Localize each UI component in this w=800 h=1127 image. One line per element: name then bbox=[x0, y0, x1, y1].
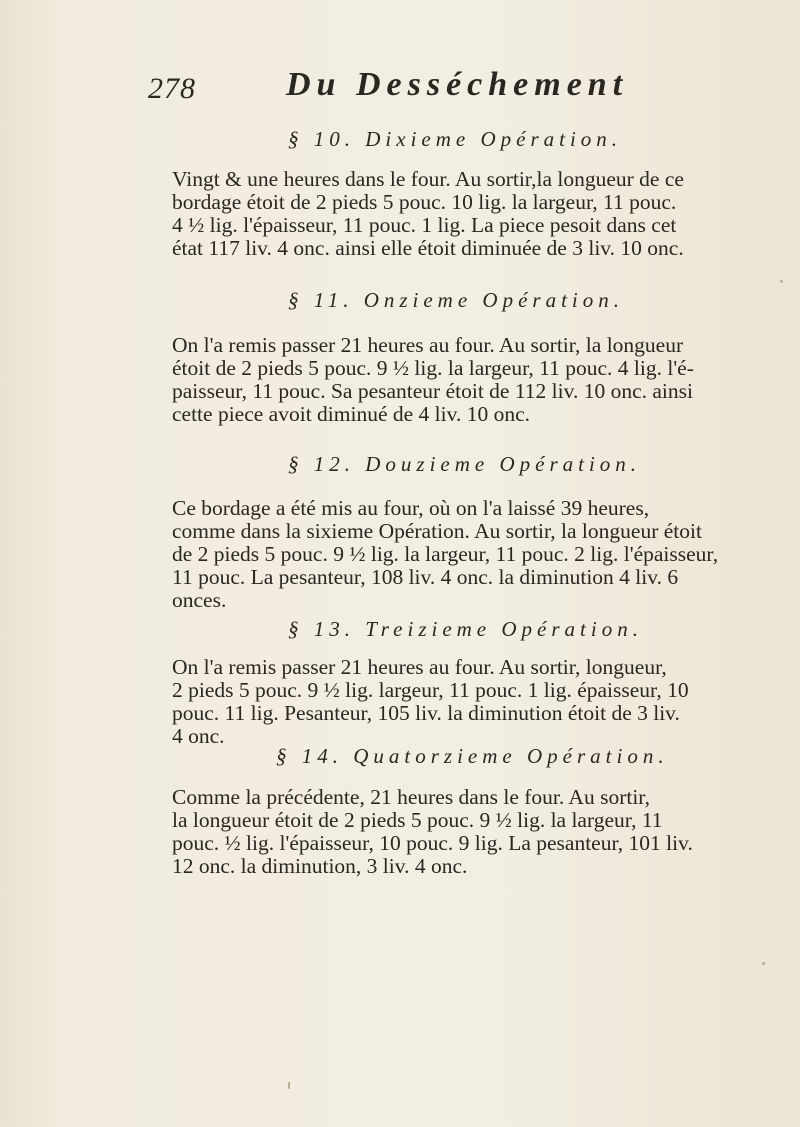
text-line: paisseur, 11 pouc. Sa pesanteur étoit de 112 liv. 10 onc. ainsi bbox=[172, 379, 693, 403]
text-line: Vingt & une heures dans le four. Au sortir,la longueur de ce bbox=[172, 167, 684, 191]
page-number: 278 bbox=[148, 72, 196, 105]
text-line: 12 onc. la diminution, 3 liv. 4 onc. bbox=[172, 854, 468, 878]
section-heading-10: § 10. Dixieme Opération. bbox=[288, 127, 623, 151]
text-line: de 2 pieds 5 pouc. 9 ½ lig. la largeur, 11 pouc. 2 lig. l'épaisseur, bbox=[172, 542, 719, 566]
scan-speck bbox=[780, 280, 783, 283]
text-line: 4 ½ lig. l'épaisseur, 11 pouc. 1 lig. La piece pesoit dans cet bbox=[172, 213, 677, 237]
text-line: onces. bbox=[172, 588, 227, 612]
text-line: Comme la précédente, 21 heures dans le four. Au sortir, bbox=[172, 785, 650, 809]
running-title: Du Desséchement bbox=[286, 66, 629, 103]
text-line: comme dans la sixieme Opération. Au sortir, la longueur étoit bbox=[172, 519, 702, 543]
section-heading-14: § 14. Quatorzieme Opération. bbox=[276, 744, 669, 768]
section-heading-11: § 11. Onzieme Opération. bbox=[288, 288, 624, 312]
scan-speck bbox=[762, 962, 765, 965]
text-line: pouc. 11 lig. Pesanteur, 105 liv. la diminution étoit de 3 liv. bbox=[172, 701, 680, 725]
text-line: Ce bordage a été mis au four, où on l'a laissé 39 heures, bbox=[172, 496, 650, 520]
paragraph-10 bbox=[172, 168, 782, 260]
text-line: 4 onc. bbox=[172, 724, 225, 748]
paragraph-12 bbox=[172, 497, 782, 612]
section-heading-12: § 12. Douzieme Opération. bbox=[288, 452, 642, 476]
running-head bbox=[148, 62, 668, 105]
text-line: bordage étoit de 2 pieds 5 pouc. 10 lig. la largeur, 11 pouc. bbox=[172, 190, 677, 214]
text-line: On l'a remis passer 21 heures au four. Au sortir, la longueur bbox=[172, 333, 684, 357]
text-line: On l'a remis passer 21 heures au four. Au sortir, longueur, bbox=[172, 655, 667, 679]
text-line: la longueur étoit de 2 pieds 5 pouc. 9 ½ lig. la largeur, 11 bbox=[172, 808, 663, 832]
text-line: étoit de 2 pieds 5 pouc. 9 ½ lig. la largeur, 11 pouc. 4 lig. l'é- bbox=[172, 356, 694, 380]
paragraph-11 bbox=[172, 334, 782, 426]
paragraph-14 bbox=[172, 786, 782, 878]
text-line: cette piece avoit diminué de 4 liv. 10 onc. bbox=[172, 402, 531, 426]
section-heading-13: § 13. Treizieme Opération. bbox=[288, 617, 643, 641]
paragraph-13 bbox=[172, 656, 782, 748]
text-line: état 117 liv. 4 onc. ainsi elle étoit diminuée de 3 liv. 10 onc. bbox=[172, 236, 684, 260]
scan-speck bbox=[288, 1082, 290, 1089]
text-line: 11 pouc. La pesanteur, 108 liv. 4 onc. la diminution 4 liv. 6 bbox=[172, 565, 679, 589]
text-line: 2 pieds 5 pouc. 9 ½ lig. largeur, 11 pouc. 1 lig. épaisseur, 10 bbox=[172, 678, 689, 702]
text-line: pouc. ½ lig. l'épaisseur, 10 pouc. 9 lig. La pesanteur, 101 liv. bbox=[172, 831, 693, 855]
